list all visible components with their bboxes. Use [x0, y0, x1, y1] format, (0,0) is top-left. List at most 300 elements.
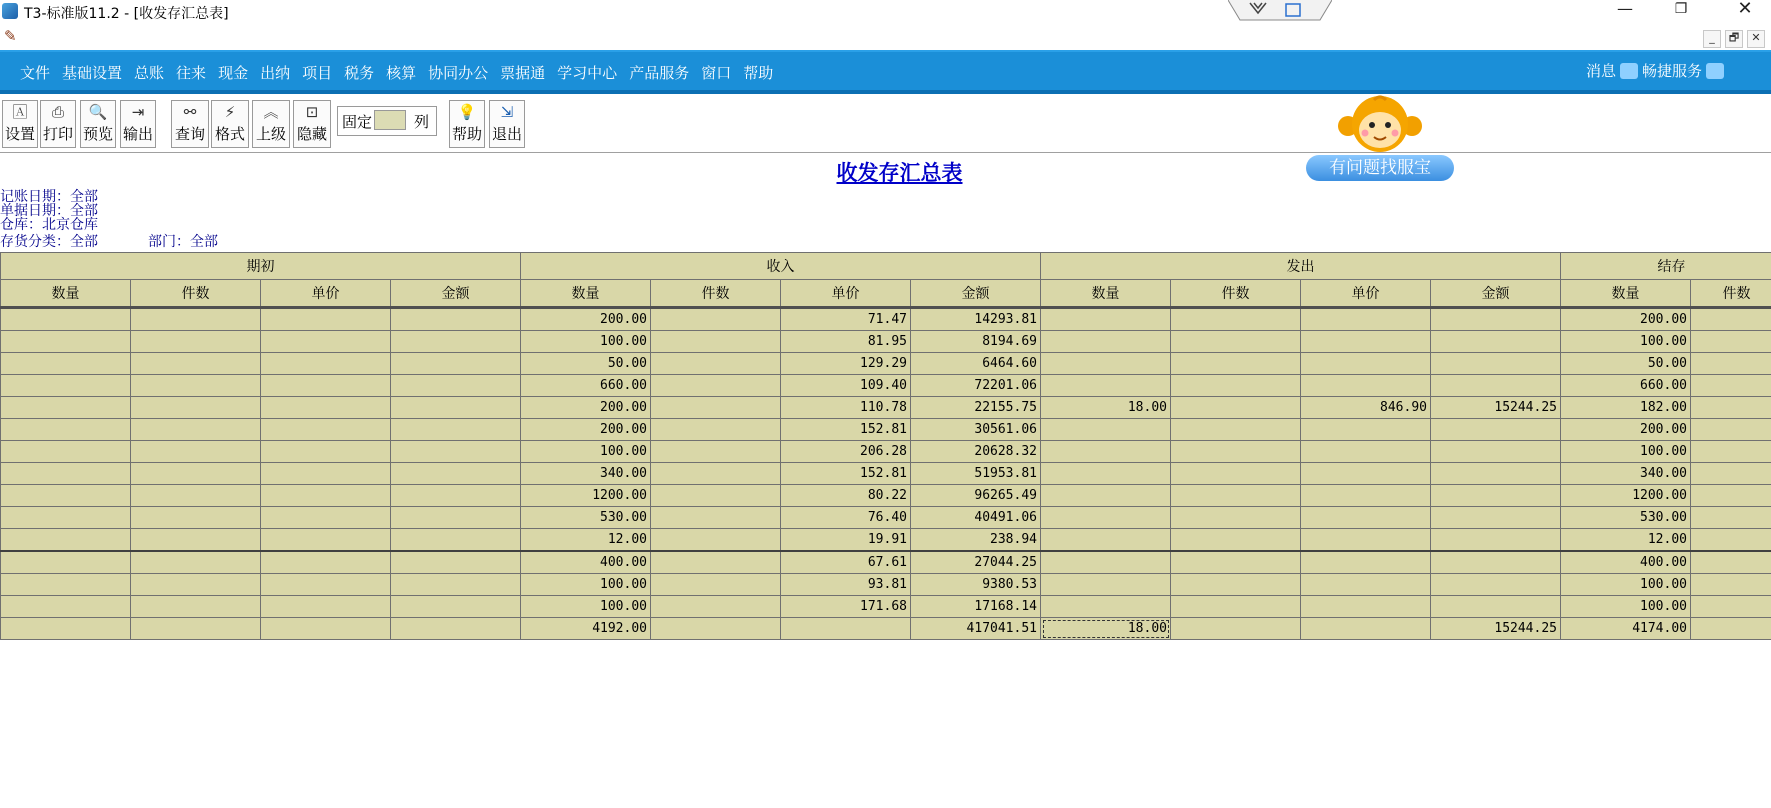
table-cell[interactable]	[131, 375, 261, 397]
table-cell[interactable]	[261, 574, 391, 596]
column-header[interactable]: 金额	[911, 280, 1041, 308]
table-cell[interactable]	[1301, 463, 1431, 485]
table-cell[interactable]	[1171, 463, 1301, 485]
table-row[interactable]	[1, 463, 1771, 485]
table-cell[interactable]: 100.00	[1561, 574, 1691, 596]
table-cell[interactable]	[651, 419, 781, 441]
table-cell[interactable]	[1431, 507, 1561, 529]
table-cell[interactable]	[1301, 353, 1431, 375]
table-cell[interactable]	[1301, 419, 1431, 441]
table-cell[interactable]: 200.00	[521, 419, 651, 441]
menu-item[interactable]: 票据通	[500, 64, 546, 82]
table-cell[interactable]	[391, 308, 521, 331]
table-cell[interactable]	[1301, 441, 1431, 463]
table-cell[interactable]	[1, 574, 131, 596]
table-cell[interactable]	[1171, 308, 1301, 331]
table-cell[interactable]	[1, 551, 131, 574]
table-cell[interactable]	[1431, 574, 1561, 596]
menu-item[interactable]: 核算	[386, 64, 417, 82]
table-cell[interactable]	[651, 618, 781, 640]
table-cell[interactable]	[1431, 419, 1561, 441]
format-button[interactable]: ⚡ 格式	[211, 100, 249, 148]
table-cell[interactable]	[261, 419, 391, 441]
table-cell[interactable]	[1431, 331, 1561, 353]
table-cell[interactable]	[1041, 574, 1171, 596]
table-cell[interactable]	[1, 463, 131, 485]
table-cell[interactable]: 100.00	[1561, 441, 1691, 463]
menu-item[interactable]: 文件	[20, 64, 51, 82]
table-cell[interactable]: 4192.00	[521, 618, 651, 640]
table-cell[interactable]	[1301, 551, 1431, 574]
menu-item[interactable]: 总账	[134, 64, 165, 82]
table-cell[interactable]	[261, 551, 391, 574]
menu-item[interactable]: 出纳	[260, 64, 291, 82]
menu-item[interactable]: 学习中心	[557, 64, 618, 82]
table-cell[interactable]	[1691, 574, 1771, 596]
table-cell[interactable]	[651, 574, 781, 596]
column-header[interactable]: 金额	[1431, 280, 1561, 308]
table-cell[interactable]: 660.00	[1561, 375, 1691, 397]
table-cell[interactable]	[1691, 419, 1771, 441]
department-condition: 部门：全部	[148, 234, 218, 250]
mdi-close-button[interactable]: ✕	[1747, 30, 1765, 48]
table-cell[interactable]: 238.94	[911, 529, 1041, 552]
table-cell[interactable]	[131, 485, 261, 507]
table-cell[interactable]	[1171, 441, 1301, 463]
table-cell[interactable]	[391, 463, 521, 485]
group-header: 收入	[521, 253, 1041, 280]
table-cell[interactable]: 9380.53	[911, 574, 1041, 596]
table-cell[interactable]	[1431, 485, 1561, 507]
table-cell[interactable]: 530.00	[521, 507, 651, 529]
table-cell[interactable]	[1431, 463, 1561, 485]
table-cell[interactable]	[1041, 441, 1171, 463]
table-cell[interactable]	[1171, 551, 1301, 574]
column-header[interactable]: 数量	[1561, 280, 1691, 308]
table-cell[interactable]	[1171, 596, 1301, 618]
column-label: 列	[414, 113, 430, 131]
restore-button[interactable]: ❐	[1674, 1, 1688, 17]
table-row[interactable]	[1, 529, 1771, 552]
table-cell[interactable]	[261, 529, 391, 552]
help-button[interactable]: 💡 帮助	[449, 100, 485, 148]
table-cell[interactable]: 12.00	[1561, 529, 1691, 552]
format-icon: ⚡	[224, 103, 236, 121]
table-cell[interactable]	[391, 353, 521, 375]
table-cell[interactable]: 71.47	[781, 308, 911, 331]
table-cell[interactable]: 400.00	[1561, 551, 1691, 574]
table-cell[interactable]: 1200.00	[521, 485, 651, 507]
table-cell[interactable]: 171.68	[781, 596, 911, 618]
table-cell[interactable]: 18.00	[1041, 397, 1171, 419]
fix-columns-input[interactable]	[374, 110, 406, 130]
table-cell[interactable]	[261, 397, 391, 419]
column-header[interactable]: 件数	[131, 280, 261, 308]
table-cell[interactable]	[1691, 529, 1771, 552]
menu-item[interactable]: 帮助	[743, 64, 774, 82]
table-cell[interactable]	[1691, 463, 1771, 485]
table-cell[interactable]	[131, 529, 261, 552]
menu-item[interactable]: 项目	[302, 64, 333, 82]
table-row[interactable]	[1, 574, 1771, 596]
table-cell[interactable]: 110.78	[781, 397, 911, 419]
table-cell[interactable]: 96265.49	[911, 485, 1041, 507]
column-header[interactable]: 件数	[651, 280, 781, 308]
column-header[interactable]: 件数	[1171, 280, 1301, 308]
column-header[interactable]: 数量	[1, 280, 131, 308]
column-header[interactable]: 金额	[391, 280, 521, 308]
table-row[interactable]	[1, 596, 1771, 618]
table-cell[interactable]	[1301, 507, 1431, 529]
table-cell[interactable]	[1041, 463, 1171, 485]
table-cell[interactable]	[1301, 331, 1431, 353]
table-cell[interactable]	[391, 596, 521, 618]
category-condition: 存货分类：全部	[0, 234, 98, 250]
column-header[interactable]: 数量	[1041, 280, 1171, 308]
table-cell[interactable]	[261, 441, 391, 463]
table-row[interactable]	[1, 419, 1771, 441]
table-cell[interactable]	[261, 463, 391, 485]
table-cell[interactable]	[1171, 331, 1301, 353]
table-cell[interactable]: 14293.81	[911, 308, 1041, 331]
table-cell[interactable]	[1171, 375, 1301, 397]
table-cell[interactable]	[1691, 551, 1771, 574]
table-cell[interactable]	[1691, 331, 1771, 353]
table-cell[interactable]	[261, 485, 391, 507]
table-row[interactable]	[1, 331, 1771, 353]
setup-icon: 🄰	[12, 103, 28, 121]
table-cell[interactable]: 51953.81	[911, 463, 1041, 485]
help-service-pill[interactable]: 有问题找服宝	[1306, 155, 1454, 181]
table-cell[interactable]	[781, 618, 911, 640]
table-cell[interactable]	[391, 419, 521, 441]
table-cell[interactable]	[391, 507, 521, 529]
table-cell[interactable]: 4174.00	[1561, 618, 1691, 640]
table-cell[interactable]: 109.40	[781, 375, 911, 397]
window-title: T3-标准版11.2 - [收发存汇总表]	[24, 6, 229, 22]
exit-button[interactable]: ⇲ 退出	[489, 100, 525, 148]
service-link[interactable]: 畅捷服务	[1642, 62, 1703, 80]
table-cell[interactable]: 1200.00	[1561, 485, 1691, 507]
table-cell[interactable]	[1171, 485, 1301, 507]
table-cell[interactable]	[131, 574, 261, 596]
menu-item[interactable]: 窗口	[701, 64, 732, 82]
table-cell[interactable]	[261, 596, 391, 618]
table-cell[interactable]	[1431, 308, 1561, 331]
table-cell[interactable]	[1, 397, 131, 419]
table-cell[interactable]	[1, 308, 131, 331]
table-cell[interactable]	[1301, 596, 1431, 618]
up-level-button[interactable]: ︽ 上级	[252, 100, 290, 148]
ribbon-collapse-tab[interactable]	[1228, 0, 1332, 22]
table-cell[interactable]	[391, 529, 521, 552]
table-cell[interactable]: 340.00	[1561, 463, 1691, 485]
fix-columns-control	[337, 106, 437, 136]
table-cell[interactable]: 417041.51	[911, 618, 1041, 640]
table-cell[interactable]: 100.00	[521, 574, 651, 596]
query-button[interactable]: ⚯ 查询	[171, 100, 209, 148]
table-cell[interactable]: 152.81	[781, 419, 911, 441]
monkey-mascot-icon[interactable]	[1334, 94, 1426, 156]
table-cell[interactable]: 530.00	[1561, 507, 1691, 529]
table-cell[interactable]	[1, 353, 131, 375]
table-cell[interactable]: 17168.14	[911, 596, 1041, 618]
table-cell[interactable]	[261, 308, 391, 331]
table-cell[interactable]	[1, 507, 131, 529]
table-cell[interactable]: 660.00	[521, 375, 651, 397]
table-row[interactable]	[1, 441, 1771, 463]
table-cell[interactable]	[1431, 529, 1561, 552]
table-row[interactable]	[1, 485, 1771, 507]
table-cell[interactable]: 40491.06	[911, 507, 1041, 529]
table-cell[interactable]	[651, 463, 781, 485]
table-cell[interactable]	[1431, 375, 1561, 397]
table-cell[interactable]: 200.00	[1561, 419, 1691, 441]
column-header[interactable]: 件数	[1691, 280, 1771, 308]
table-cell[interactable]	[1691, 397, 1771, 419]
document-icon: ✎	[4, 27, 17, 45]
table-cell[interactable]: 129.29	[781, 353, 911, 375]
menu-item[interactable]: 税务	[344, 64, 375, 82]
table-cell[interactable]: 206.28	[781, 441, 911, 463]
title-bar	[0, 0, 1771, 24]
table-cell[interactable]	[1691, 353, 1771, 375]
hide-button[interactable]: ⊡ 隐藏	[293, 100, 331, 148]
table-row[interactable]	[1, 375, 1771, 397]
table-cell[interactable]	[391, 574, 521, 596]
column-header[interactable]: 单价	[781, 280, 911, 308]
table-cell[interactable]	[1041, 419, 1171, 441]
table-cell[interactable]	[651, 529, 781, 552]
print-button[interactable]: ⎙ 打印	[40, 100, 76, 148]
table-cell[interactable]	[131, 507, 261, 529]
table-cell[interactable]: 6464.60	[911, 353, 1041, 375]
table-cell[interactable]: 400.00	[521, 551, 651, 574]
table-cell[interactable]	[1041, 375, 1171, 397]
table-cell[interactable]	[1171, 529, 1301, 552]
table-cell[interactable]	[1, 375, 131, 397]
table-cell[interactable]	[1, 331, 131, 353]
table-cell[interactable]	[261, 331, 391, 353]
table-cell[interactable]: 22155.75	[911, 397, 1041, 419]
menu-item[interactable]: 产品服务	[629, 64, 690, 82]
table-cell[interactable]	[131, 419, 261, 441]
column-header[interactable]: 数量	[521, 280, 651, 308]
table-cell[interactable]: 30561.06	[911, 419, 1041, 441]
table-cell[interactable]	[1041, 308, 1171, 331]
table-cell[interactable]	[1171, 618, 1301, 640]
table-cell[interactable]: 76.40	[781, 507, 911, 529]
app-icon	[2, 3, 18, 19]
table-cell[interactable]: 846.90	[1301, 397, 1431, 419]
table-cell[interactable]	[131, 596, 261, 618]
table-cell[interactable]	[1691, 485, 1771, 507]
table-cell[interactable]	[391, 331, 521, 353]
table-cell[interactable]	[261, 507, 391, 529]
table-cell[interactable]	[131, 551, 261, 574]
table-row[interactable]	[1, 618, 1771, 640]
chat-icon[interactable]	[1620, 63, 1638, 79]
table-cell[interactable]	[1041, 529, 1171, 552]
service-icon[interactable]	[1706, 63, 1724, 79]
table-cell[interactable]	[1041, 331, 1171, 353]
table-cell[interactable]: 100.00	[1561, 331, 1691, 353]
table-cell[interactable]: 15244.25	[1431, 397, 1561, 419]
table-cell[interactable]: 18.00	[1041, 618, 1171, 640]
chevron-up-icon: ︽	[263, 103, 279, 121]
table-cell[interactable]: 100.00	[521, 331, 651, 353]
table-cell[interactable]	[651, 397, 781, 419]
table-cell[interactable]	[1041, 551, 1171, 574]
table-cell[interactable]: 50.00	[521, 353, 651, 375]
table-cell[interactable]	[1301, 574, 1431, 596]
table-cell[interactable]	[261, 618, 391, 640]
menu-item[interactable]: 基础设置	[62, 64, 123, 82]
table-cell[interactable]	[391, 485, 521, 507]
table-cell[interactable]: 182.00	[1561, 397, 1691, 419]
table-cell[interactable]	[1691, 441, 1771, 463]
table-cell[interactable]	[651, 308, 781, 331]
table-cell[interactable]	[1, 419, 131, 441]
table-cell[interactable]	[651, 507, 781, 529]
menu-item[interactable]: 往来	[176, 64, 207, 82]
table-cell[interactable]	[1, 596, 131, 618]
table-cell[interactable]	[131, 308, 261, 331]
table-cell[interactable]	[391, 397, 521, 419]
table-cell[interactable]: 8194.69	[911, 331, 1041, 353]
table-cell[interactable]	[131, 441, 261, 463]
table-cell[interactable]	[651, 375, 781, 397]
table-cell[interactable]: 100.00	[521, 441, 651, 463]
table-cell[interactable]: 152.81	[781, 463, 911, 485]
table-cell[interactable]: 19.91	[781, 529, 911, 552]
mdi-bar	[0, 24, 1771, 50]
table-cell[interactable]	[1171, 353, 1301, 375]
table-cell[interactable]	[651, 596, 781, 618]
table-cell[interactable]	[1171, 397, 1301, 419]
table-cell[interactable]: 93.81	[781, 574, 911, 596]
table-cell[interactable]	[1, 618, 131, 640]
table-cell[interactable]	[1301, 485, 1431, 507]
table-cell[interactable]: 15244.25	[1431, 618, 1561, 640]
table-cell[interactable]	[131, 353, 261, 375]
warehouse-condition: 仓库：北京仓库	[0, 217, 98, 233]
output-button[interactable]: ⇥ 输出	[120, 100, 156, 148]
post-date-condition: 记账日期：全部	[0, 189, 98, 205]
exit-icon: ⇲	[500, 103, 514, 121]
close-button[interactable]: ✕	[1737, 0, 1753, 19]
table-cell[interactable]: 340.00	[521, 463, 651, 485]
table-cell[interactable]	[391, 551, 521, 574]
table-cell[interactable]	[1301, 618, 1431, 640]
table-cell[interactable]	[1301, 308, 1431, 331]
mdi-minimize-button[interactable]: _	[1703, 30, 1721, 48]
table-cell[interactable]	[1041, 507, 1171, 529]
minimize-button[interactable]: —	[1617, 0, 1633, 18]
menu-item[interactable]: 协同办公	[428, 64, 489, 82]
table-cell[interactable]	[391, 618, 521, 640]
table-cell[interactable]	[391, 375, 521, 397]
table-cell[interactable]: 80.22	[781, 485, 911, 507]
column-header[interactable]: 单价	[261, 280, 391, 308]
table-row[interactable]	[1, 551, 1771, 574]
table-cell[interactable]	[1301, 529, 1431, 552]
table-cell[interactable]	[1691, 507, 1771, 529]
toolbar	[0, 98, 1771, 153]
table-row[interactable]	[1, 397, 1771, 419]
table-cell[interactable]	[1691, 308, 1771, 331]
table-cell[interactable]	[1171, 507, 1301, 529]
table-cell[interactable]	[131, 618, 261, 640]
preview-icon: 🔍	[88, 103, 108, 121]
table-cell[interactable]	[391, 441, 521, 463]
table-cell[interactable]: 100.00	[521, 596, 651, 618]
help-icon: 💡	[457, 103, 477, 121]
table-cell[interactable]: 50.00	[1561, 353, 1691, 375]
report-grid[interactable]	[0, 252, 1771, 646]
table-cell[interactable]	[131, 331, 261, 353]
table-cell[interactable]	[1691, 596, 1771, 618]
column-header[interactable]: 单价	[1301, 280, 1431, 308]
table-cell[interactable]: 200.00	[1561, 308, 1691, 331]
preview-button[interactable]: 🔍 预览	[80, 100, 116, 148]
menu-item[interactable]: 现金	[218, 64, 249, 82]
table-row[interactable]	[1, 308, 1771, 331]
table-cell[interactable]	[651, 441, 781, 463]
table-cell[interactable]	[1041, 353, 1171, 375]
table-cell[interactable]: 20628.32	[911, 441, 1041, 463]
table-cell[interactable]	[1171, 419, 1301, 441]
table-cell[interactable]	[1691, 618, 1771, 640]
table-cell[interactable]	[1, 485, 131, 507]
mdi-restore-button[interactable]: 🗗	[1725, 30, 1743, 48]
table-cell[interactable]	[1, 441, 131, 463]
table-cell[interactable]	[1431, 596, 1561, 618]
table-cell[interactable]: 67.61	[781, 551, 911, 574]
table-cell[interactable]	[1, 529, 131, 552]
table-cell[interactable]	[651, 551, 781, 574]
table-cell[interactable]	[651, 353, 781, 375]
table-cell[interactable]	[1431, 353, 1561, 375]
table-cell[interactable]	[1691, 375, 1771, 397]
table-cell[interactable]: 27044.25	[911, 551, 1041, 574]
table-cell[interactable]	[1431, 551, 1561, 574]
group-header: 发出	[1041, 253, 1561, 280]
report-title: 收发存汇总表	[836, 160, 963, 185]
setup-button[interactable]: 🄰 设置	[2, 100, 38, 148]
table-cell[interactable]	[131, 463, 261, 485]
table-cell[interactable]	[1171, 574, 1301, 596]
table-cell[interactable]: 200.00	[521, 397, 651, 419]
table-cell[interactable]: 200.00	[521, 308, 651, 331]
table-cell[interactable]	[131, 397, 261, 419]
table-cell[interactable]: 81.95	[781, 331, 911, 353]
message-link[interactable]: 消息	[1586, 62, 1617, 80]
table-cell[interactable]	[261, 353, 391, 375]
table-cell[interactable]: 72201.06	[911, 375, 1041, 397]
table-cell[interactable]	[1041, 485, 1171, 507]
table-cell[interactable]: 12.00	[521, 529, 651, 552]
table-cell[interactable]	[651, 485, 781, 507]
table-cell[interactable]	[651, 331, 781, 353]
table-row[interactable]	[1, 353, 1771, 375]
table-cell[interactable]: 100.00	[1561, 596, 1691, 618]
table-row[interactable]	[1, 507, 1771, 529]
table-cell[interactable]	[1301, 375, 1431, 397]
table-cell[interactable]	[1041, 596, 1171, 618]
table-cell[interactable]	[261, 375, 391, 397]
table-cell[interactable]	[1431, 441, 1561, 463]
